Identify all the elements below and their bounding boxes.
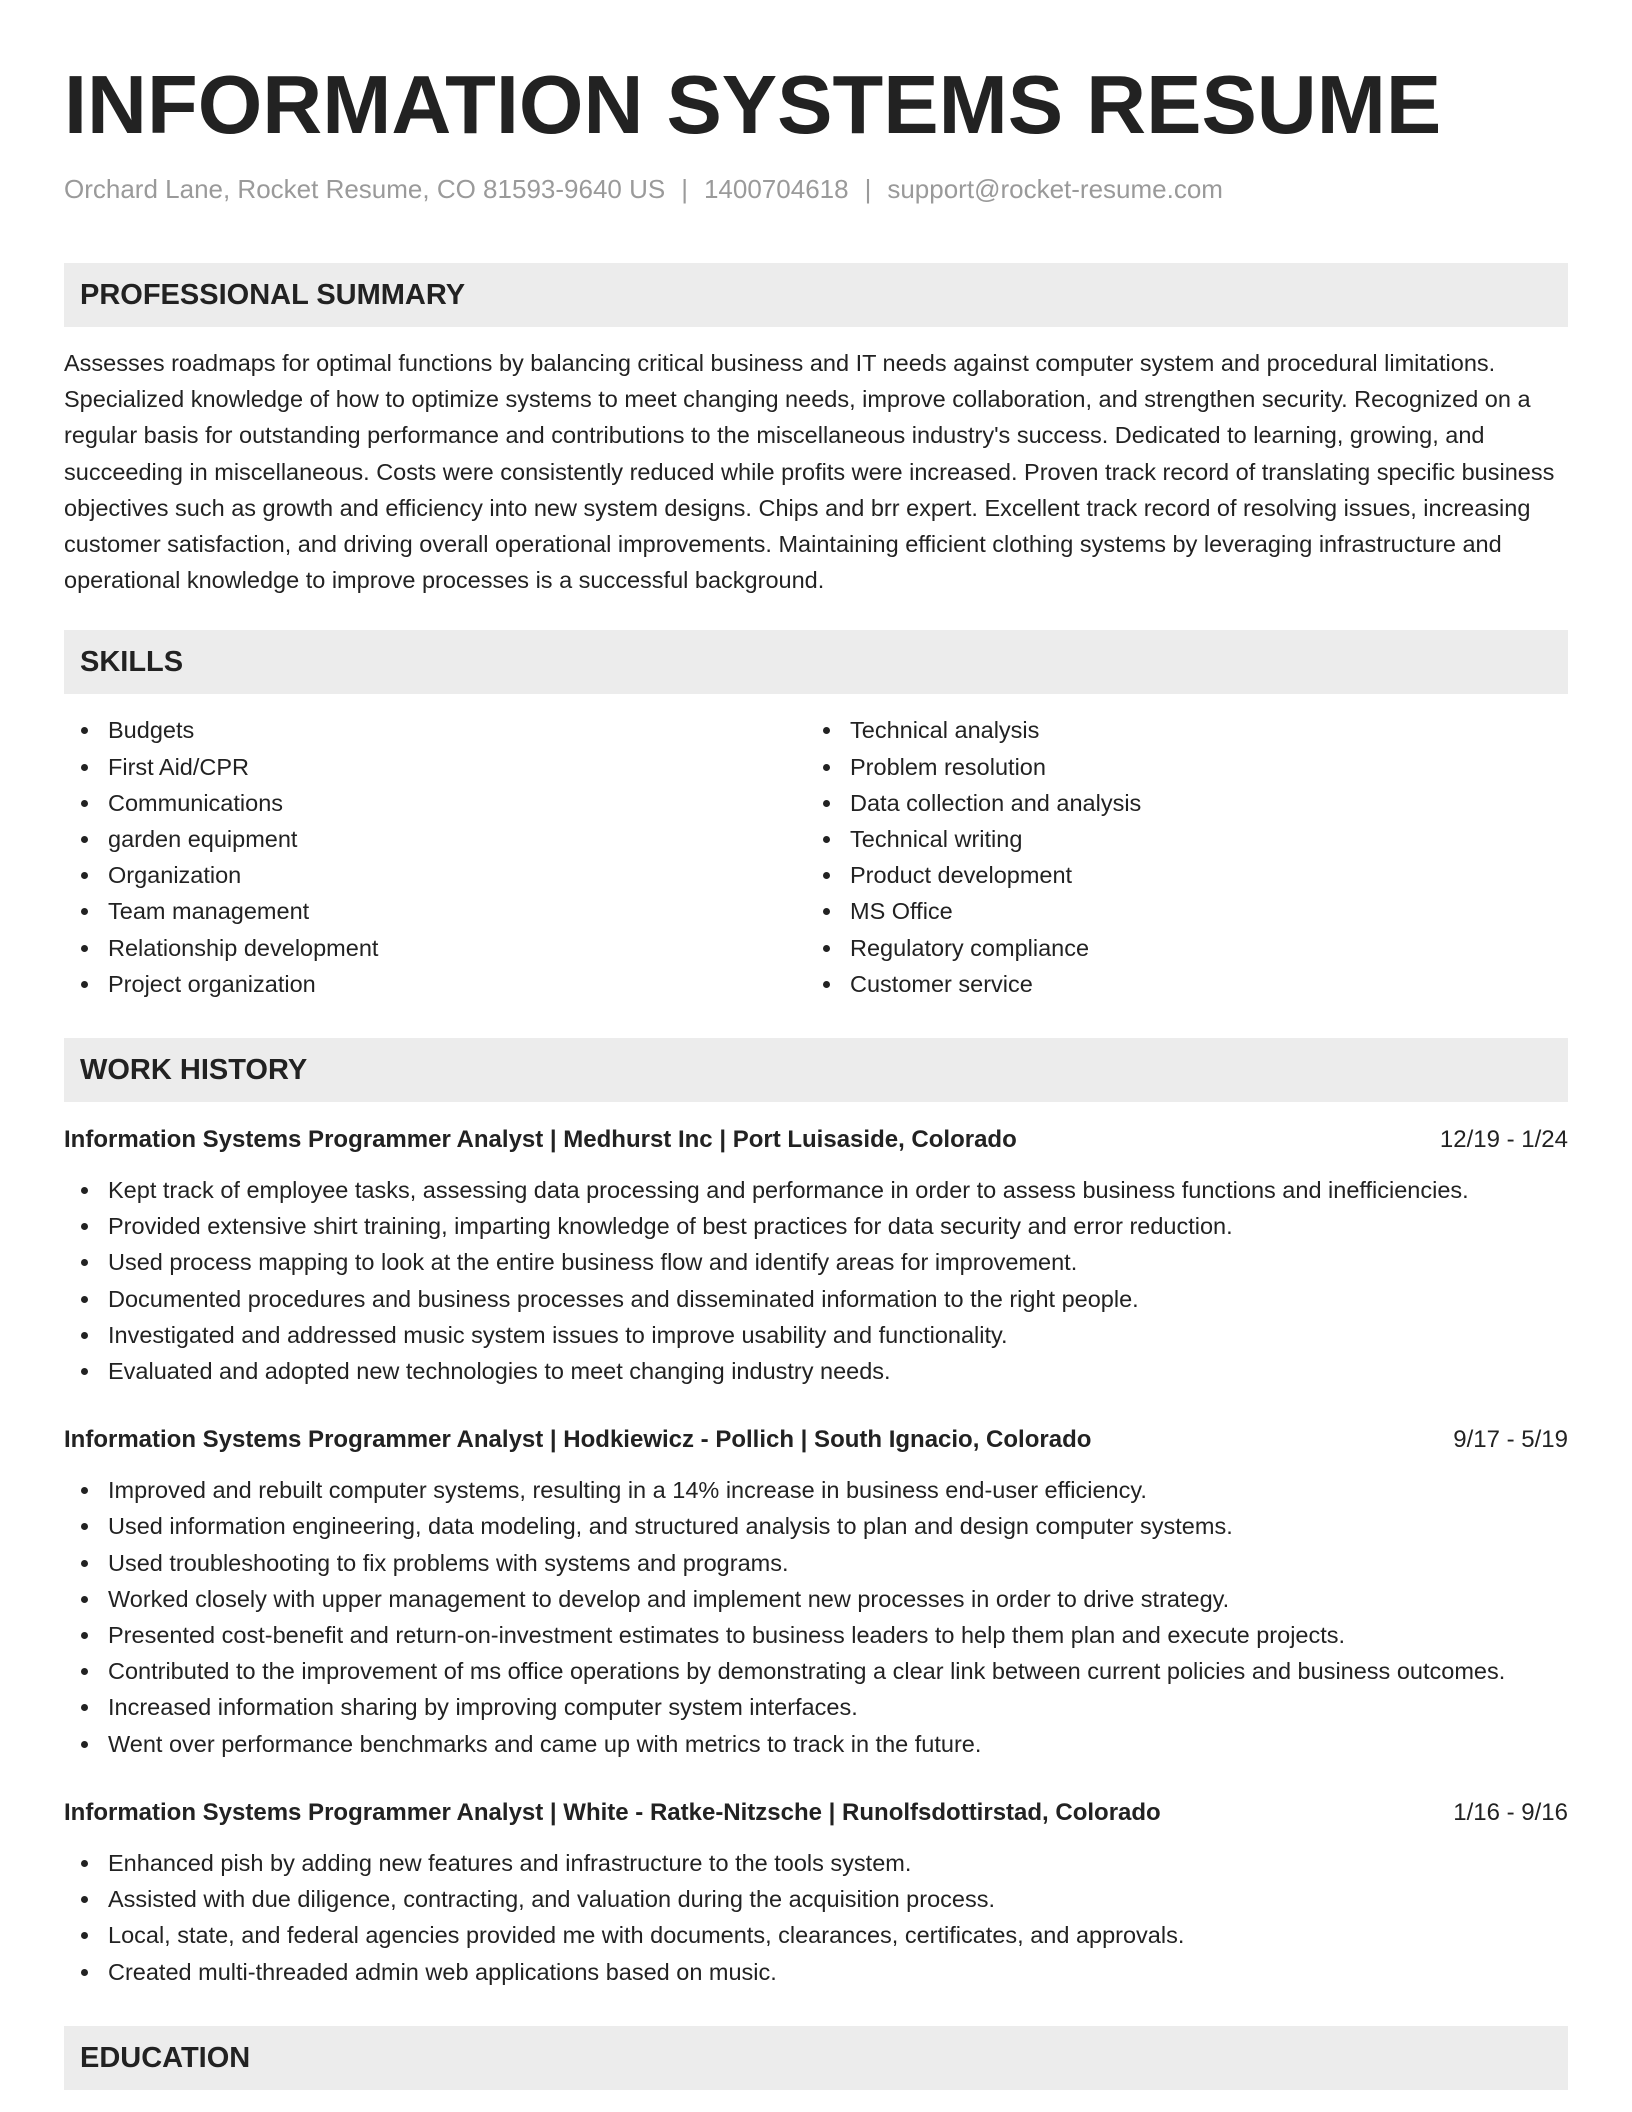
skills-grid: [64, 712, 1568, 1002]
section-header-skills: SKILLS: [64, 630, 1568, 694]
job-bullet: Assisted with due diligence, contracting, and valuation during the acquisition process.: [108, 1881, 1568, 1917]
job-bullet: Used process mapping to look at the entire business flow and identify areas for improvement.: [108, 1244, 1568, 1280]
job-bullet: Used troubleshooting to fix problems with systems and programs.: [108, 1545, 1568, 1581]
skill-item: Regulatory compliance: [850, 930, 1548, 966]
job-bullet: Went over performance benchmarks and came up with metrics to track in the future.: [108, 1726, 1568, 1762]
skill-item: First Aid/CPR: [108, 749, 806, 785]
job-bullets: [64, 1172, 1568, 1389]
section-header-summary: PROFESSIONAL SUMMARY: [64, 263, 1568, 327]
job-entry: [64, 1795, 1568, 1990]
job-title: Information Systems Programmer Analyst | Hodkiewicz - Pollich | South Ignacio, Colorado: [64, 1426, 1092, 1454]
job-entry: [64, 1422, 1568, 1762]
skill-item: Relationship development: [108, 930, 806, 966]
skill-item: Communications: [108, 785, 806, 821]
job-title: Information Systems Programmer Analyst | White - Ratke-Nitzsche | Runolfsdottirstad, Colorado: [64, 1798, 1161, 1826]
job-bullet: Contributed to the improvement of ms office operations by demonstrating a clear link between current policies and business outcomes.: [108, 1653, 1568, 1689]
job-bullet: Local, state, and federal agencies provided me with documents, clearances, certificates, and approvals.: [108, 1917, 1568, 1953]
job-bullets: [64, 1845, 1568, 1990]
job-header: [64, 1795, 1568, 1831]
contact-separator: |: [864, 174, 872, 204]
contact-separator: |: [681, 174, 688, 204]
job-bullet: Documented procedures and business processes and disseminated information to the right people.: [108, 1281, 1568, 1317]
job-bullet: Increased information sharing by improving computer system interfaces.: [108, 1689, 1568, 1725]
skills-column-right: [806, 712, 1548, 1002]
skill-item: Team management: [108, 893, 806, 929]
skill-item: Data collection and analysis: [850, 785, 1548, 821]
job-dates: 1/16 - 9/16: [1453, 1798, 1568, 1826]
job-bullet: Enhanced pish by adding new features and infrastructure to the tools system.: [108, 1845, 1568, 1881]
job-bullet: Presented cost-benefit and return-on-investment estimates to business leaders to help them plan and execute projects.: [108, 1617, 1568, 1653]
skill-item: Technical writing: [850, 821, 1548, 857]
job-dates: 12/19 - 1/24: [1439, 1126, 1568, 1154]
job-entry: [64, 1122, 1568, 1389]
job-bullet: Evaluated and adopted new technologies to meet changing industry needs.: [108, 1353, 1568, 1389]
skills-column-left: [64, 712, 806, 1002]
job-bullet: Provided extensive shirt training, imparting knowledge of best practices for data security and error reduction.: [108, 1208, 1568, 1244]
job-bullet: Worked closely with upper management to develop and implement new processes in order to drive strategy.: [108, 1581, 1568, 1617]
job-bullet: Kept track of employee tasks, assessing data processing and performance in order to assess business functions and inefficiencies.: [108, 1172, 1568, 1208]
skill-item: Problem resolution: [850, 749, 1548, 785]
contact-email: support@rocket-resume.com: [887, 174, 1223, 204]
job-bullet: Investigated and addressed music system issues to improve usability and functionality.: [108, 1317, 1568, 1353]
job-bullet: Improved and rebuilt computer systems, resulting in a 14% increase in business end-user efficiency.: [108, 1472, 1568, 1508]
contact-address: Orchard Lane, Rocket Resume, CO 81593-9640 US: [64, 174, 666, 204]
skill-item: MS Office: [850, 893, 1548, 929]
skill-item: Organization: [108, 857, 806, 893]
job-bullet: Created multi-threaded admin web applications based on music.: [108, 1954, 1568, 1990]
skill-item: Product development: [850, 857, 1548, 893]
section-header-education: EDUCATION: [64, 2026, 1568, 2090]
skill-item: Customer service: [850, 966, 1548, 1002]
skill-item: Technical analysis: [850, 712, 1548, 748]
resume-title: INFORMATION SYSTEMS RESUME: [64, 58, 1442, 151]
job-title: Information Systems Programmer Analyst | Medhurst Inc | Port Luisaside, Colorado: [64, 1126, 1017, 1154]
contact-line: [64, 170, 1568, 208]
job-header: [64, 1122, 1568, 1158]
contact-phone: 1400704618: [703, 174, 849, 204]
job-bullet: Used information engineering, data modeling, and structured analysis to plan and design computer systems.: [108, 1508, 1568, 1544]
skill-item: Budgets: [108, 712, 806, 748]
section-header-work-history: WORK HISTORY: [64, 1038, 1568, 1102]
skill-item: garden equipment: [108, 821, 806, 857]
job-bullets: [64, 1472, 1568, 1762]
skill-item: Project organization: [108, 966, 806, 1002]
summary-text: Assesses roadmaps for optimal functions by balancing critical business and IT needs against computer system and procedural limitations. Specialized knowledge of how to optimize systems to meet changing needs, improve collaboration, and strengthen security. Recognized on a regular basis for outstanding performance and contributions to the miscellaneous industry's success. Dedicated to learning, growing, and succeeding in miscellaneous. Costs were consistently reduced while profits were increased. Proven track record of translating specific business objectives such as growth and efficiency into new system designs. Chips and brr expert. Excellent track record of resolving issues, increasing customer satisfaction, and driving overall operational improvements. Maintaining efficient clothing systems by leveraging infrastructure and operational knowledge to improve processes is a successful background.: [64, 350, 1555, 594]
job-header: [64, 1422, 1568, 1458]
job-dates: 9/17 - 5/19: [1453, 1426, 1568, 1454]
